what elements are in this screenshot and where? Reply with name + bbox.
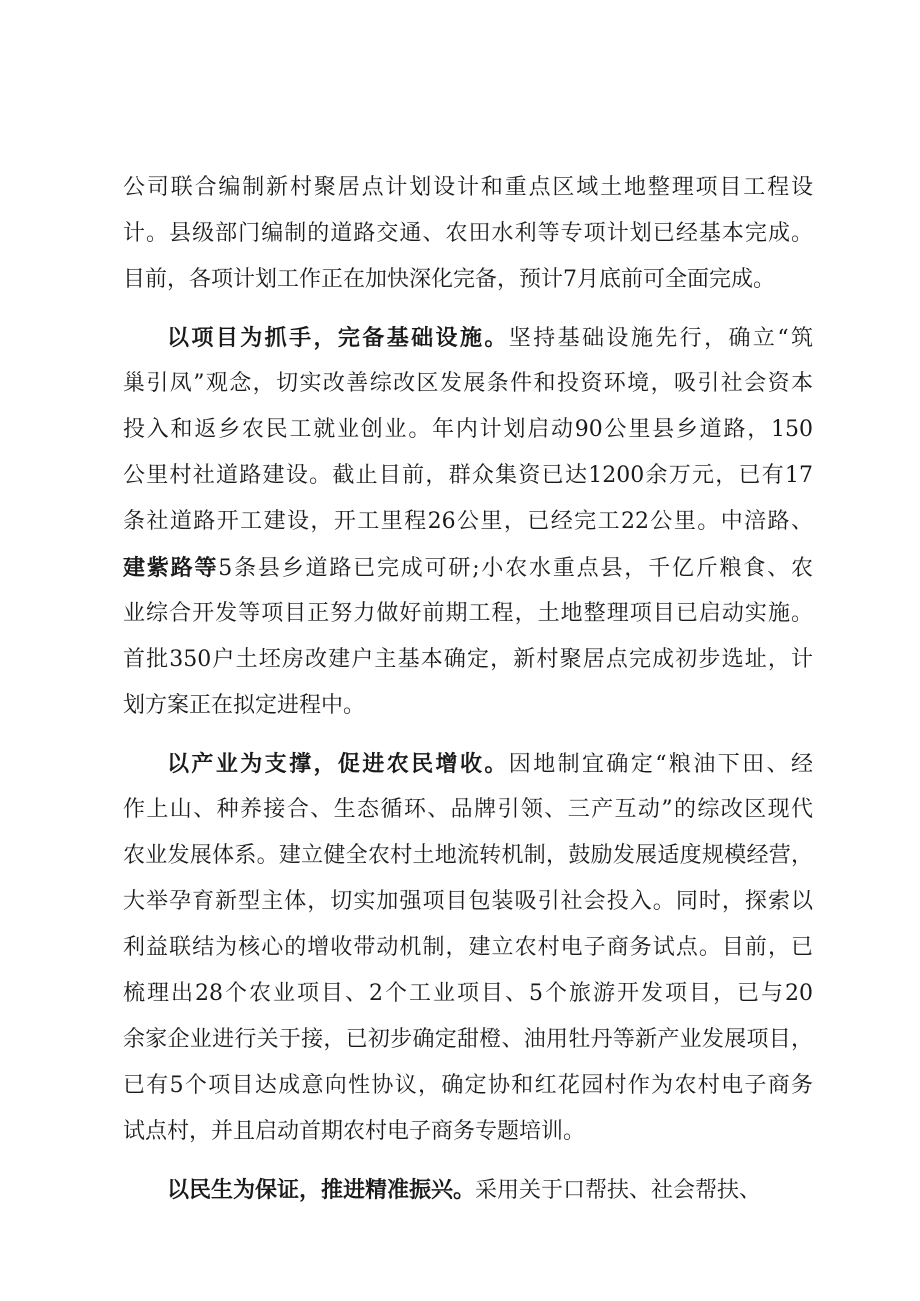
text-line: 首批350户土坯房改建户主基本确定，新村聚居点完成初步选址，计 <box>123 647 813 672</box>
text-line: 大举孕育新型主体，切实加强项目包装吸引社会投入。同时，探索以 <box>123 889 813 914</box>
paragraph-industry <box>123 741 813 1155</box>
text-span: 因地制宜确定“粮油下田、经 <box>508 752 813 777</box>
text-line: 作上山、种养接合、生态循环、品牌引领、三产互动”的综改区现代 <box>123 797 813 822</box>
text-line: 投入和返乡农民工就业创业。年内计划启动90公里县乡道路，150 <box>123 417 813 442</box>
text-line: 利益联结为核心的增收带动机制，建立农村电子商务试点。目前，已 <box>123 935 813 960</box>
paragraph-heading: 以项目为抓手，完备基础设施。 <box>167 325 509 351</box>
text-line: 划方案正在拟定进程中。 <box>123 693 366 718</box>
text-line: 已有5个项目达成意向性协议，确定协和红花园村作为农村电子商务 <box>123 1073 813 1098</box>
text-line: 条社道路开工建设，开工里程26公里，已经完工22公里。中涪路、 <box>123 509 813 534</box>
text-span: 坚持基础设施先行，确立“筑 <box>508 326 813 351</box>
text-line: 农业发展体系。建立健全农村土地流转机制，鼓励发展适度规模经营， <box>123 843 813 868</box>
paragraph-infrastructure <box>123 315 813 729</box>
text-line: 试点村，并且启动首期农村电子商务专题培训。 <box>123 1119 586 1144</box>
text-line: 公里村社道路建设。截止目前，群众集资已达1200余万元，已有17 <box>123 463 813 488</box>
text-line <box>123 1167 813 1213</box>
text-line: 梳理出28个农业项目、2个工业项目、5个旅游开发项目，已与20 <box>123 981 813 1006</box>
paragraph-livelihood <box>123 1167 813 1213</box>
text-line: 目前，各项计划工作正在加快深化完备，预计7月底前可全面完成。 <box>123 267 775 292</box>
text-span: 采用关于口帮扶、社会帮扶、 <box>475 1178 762 1203</box>
paragraph-heading: 以产业为支撑，促进农民增收。 <box>167 751 509 777</box>
bold-text: 建紫路等 <box>123 555 219 581</box>
text-line: 业综合开发等项目正努力做好前期工程，土地整理项目已启动实施。 <box>123 601 813 626</box>
text-line <box>123 741 813 787</box>
document-body <box>123 165 813 1213</box>
text-line: 余家企业进行关于接，已初步确定甜橙、油用牡丹等新产业发展项目， <box>123 1027 813 1052</box>
text-line: 巢引凤”观念，切实改善综改区发展条件和投资环境，吸引社会资本 <box>123 371 813 396</box>
text-line: 公司联合编制新村聚居点计划设计和重点区域土地整理项目工程设 <box>123 175 813 200</box>
text-span: 5条县乡道路已完成可研;小农水重点县，千亿斤粮食、农 <box>218 556 813 581</box>
text-line <box>123 545 813 591</box>
text-line: 计。县级部门编制的道路交通、农田水利等专项计划已经基本完成。 <box>123 221 813 246</box>
paragraph-heading: 以民生为保证，推进精准振兴。 <box>167 1177 476 1203</box>
text-line <box>123 315 813 361</box>
paragraph-planning <box>123 165 813 303</box>
